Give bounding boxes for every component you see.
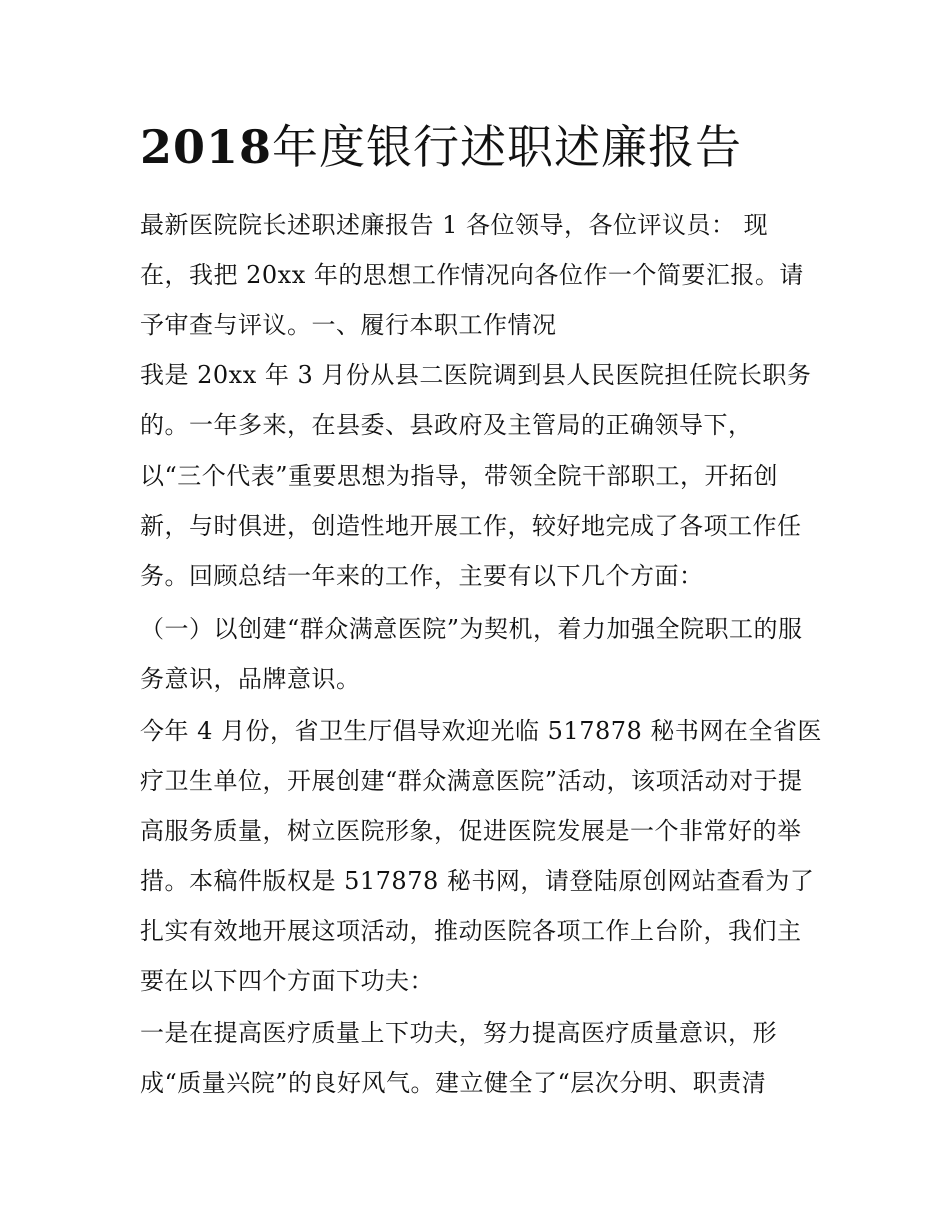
body-line: 以“三个代表”重要思想为指导，带领全院干部职工，开拓创: [140, 462, 779, 490]
body-line: （一）以创建“群众满意医院”为契机，着力加强全院职工的服: [140, 615, 803, 643]
title-text: 年度银行述职述廉报告: [272, 120, 743, 174]
body-line: 今年 4 月份，省卫生厅倡导欢迎光临 517878 秘书网在全省医: [140, 717, 822, 745]
body-line: 我是 20xx 年 3 月份从县二医院调到县人民医院担任院长职务: [140, 361, 812, 389]
body-line: 务意识，品牌意识。: [140, 665, 361, 693]
document-title: [140, 112, 742, 182]
body-line: 措。本稿件版权是 517878 秘书网，请登陆原创网站查看为了: [140, 867, 815, 895]
body-line: 要在以下四个方面下功夫：: [140, 967, 434, 995]
body-line: 在，我把 20xx 年的思想工作情况向各位作一个简要汇报。请: [140, 261, 804, 289]
body-line: 务。回顾总结一年来的工作，主要有以下几个方面：: [140, 562, 704, 590]
body-line: 新，与时俱进，创造性地开展工作，较好地完成了各项工作任: [140, 512, 802, 540]
body-line: 的。一年多来，在县委、县政府及主管局的正确领导下，: [140, 411, 753, 439]
body-line: 高服务质量，树立医院形象，促进医院发展是一个非常好的举: [140, 817, 802, 845]
body-line: 一是在提高医疗质量上下功夫，努力提高医疗质量意识，形: [140, 1019, 777, 1047]
title-year: 2018: [140, 120, 273, 174]
body-line: 最新医院院长述职述廉报告 1 各位领导，各位评议员： 现: [140, 211, 769, 239]
body-line: 疗卫生单位，开展创建“群众满意医院”活动，该项活动对于提: [140, 767, 803, 795]
body-line: 成“质量兴院”的良好风气。建立健全了“层次分明、职责清: [140, 1069, 767, 1097]
body-line: 扎实有效地开展这项活动，推动医院各项工作上台阶，我们主: [140, 917, 802, 945]
body-line: 予审查与评议。一、履行本职工作情况: [140, 311, 557, 339]
